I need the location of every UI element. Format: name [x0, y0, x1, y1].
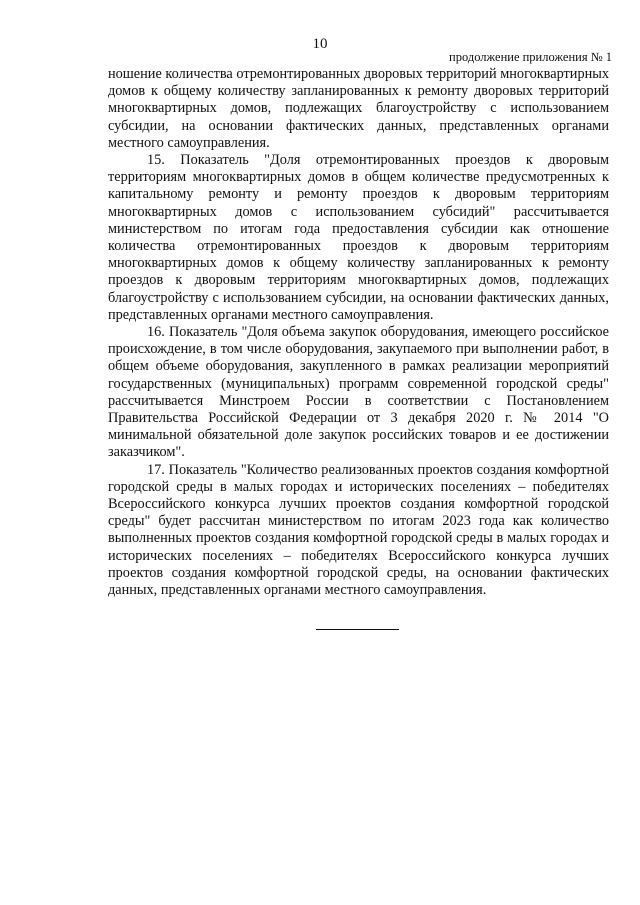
continuation-label: продолжение приложения № 1	[449, 50, 612, 64]
paragraph-15: 15. Показатель "Доля отремонтированных проездов к дворовым территориям многоквартирных домов в общем количестве предусмотренных к капитальному ремонту и ремонту проездов к дворовым территориям многоквартирных домов с использованием субсидий" рассчитывается министерством по итогам года предоставления субсидии как отношение количества отремонтированных проездов к дворовым территориям многоквартирных домов к общему количеству запланированных к ремонту проездов к дворовым территориям многоквартирных домов, подлежащих благоустройству с использованием субсидии, на основании фактических данных, представленных органами местного самоуправления.	[108, 152, 609, 323]
paragraph-16: 16. Показатель "Доля объема закупок оборудования, имеющего российское происхождение, в том числе оборудования, закупаемого при выполнении работ, в общем объеме оборудования, закупленного в рамках реализации мероприятий государственных (муниципальных) программ современной городской среды" рассчитывается Минстроем России в соответствии с Постановлением Правительства Российской Федерации от 3 декабря 2020 г. № 2014 "О минимальной обязательной доле закупок российских товаров и ее достижении заказчиком".	[108, 324, 609, 461]
page-number: 10	[312, 36, 328, 52]
paragraph-17: 17. Показатель "Количество реализованных проектов создания комфортной городской среды в малых городах и исторических поселениях – победителях Всероссийского конкурса лучших проектов создания комфортной городской среды" будет рассчитан министерством по итогам 2023 года как количество выполненных проектов создания комфортной городской среды в малых городах и исторических поселениях – победителях Всероссийского конкурса лучших проектов создания комфортной городской среды, на основании фактических данных, представленных органами местного самоуправления.	[108, 461, 609, 599]
paragraph-continued: ношение количества отремонтированных дворовых территорий многоквартирных домов к общему количеству запланированных к ремонту дворовых территорий многоквартирных домов, подлежащих благоустройству с использованием субсидии, на основании фактических данных, представленных органами местного самоуправления.	[108, 66, 609, 151]
end-divider-line	[316, 629, 399, 630]
document-body	[108, 66, 609, 599]
